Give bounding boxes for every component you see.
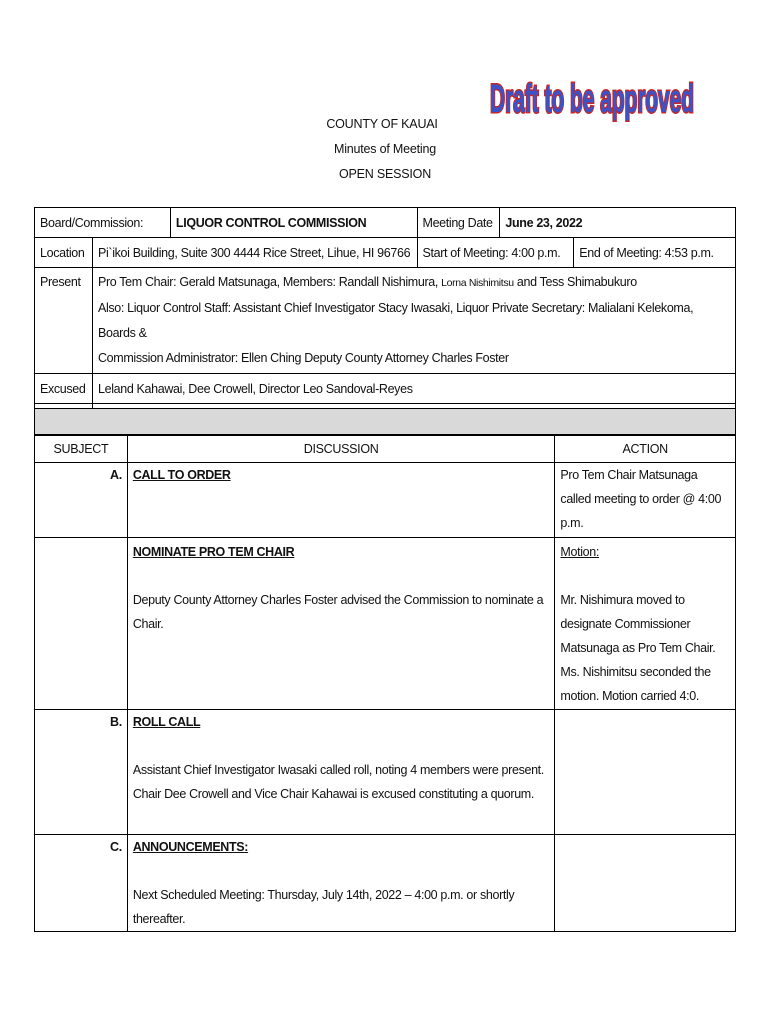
section-divider-bar <box>34 408 736 435</box>
location-label: Location <box>35 238 93 268</box>
meeting-date-label: Meeting Date <box>417 208 500 238</box>
board-row <box>35 208 736 238</box>
call-to-order-action: Pro Tem Chair Matsunaga called meeting to order @ 4:00 p.m. <box>555 463 736 538</box>
board-label: Board/Commission: <box>35 208 171 238</box>
announcements-heading: ANNOUNCEMENTS: <box>132 840 249 854</box>
nominate-subject <box>35 538 128 710</box>
session-label: OPEN SESSION <box>338 167 432 181</box>
column-headers <box>35 436 736 463</box>
action-header: ACTION <box>555 436 736 463</box>
announcements-action <box>555 835 736 932</box>
location-value: Pi`ikoi Building, Suite 300 4444 Rice Street, Lihue, HI 96766 <box>92 238 417 268</box>
nominate-chair-row <box>35 538 736 710</box>
start-of-meeting: Start of Meeting: 4:00 p.m. <box>417 238 574 268</box>
roll-call-action <box>555 710 736 835</box>
present-line-2: Also: Liquor Control Staff: Assistant Chief Investigator Stacy Iwasaki, Liquor Private Secretary: Malialani Kelekoma, Boards & <box>97 301 694 340</box>
excused-label: Excused <box>35 374 93 404</box>
present-line-1: Pro Tem Chair: Gerald Matsunaga, Members: Randall Nishimura, Lorna Nishimitsu and Tess Shimabukuro <box>97 275 637 289</box>
call-to-order-discussion <box>127 463 555 538</box>
item-letter-b: B. <box>35 710 128 835</box>
excused-row <box>35 374 736 404</box>
document-title: Minutes of Meeting <box>333 142 436 156</box>
announcements-text: Next Scheduled Meeting: Thursday, July 14th, 2022 – 4:00 p.m. or shortly thereafter. <box>132 888 515 926</box>
discussion-header: DISCUSSION <box>127 436 555 463</box>
roll-call-text: Assistant Chief Investigator Iwasaki called roll, noting 4 members were present. Chair Dee Crowell and Vice Chair Kahawai is excused constituting a quorum. <box>132 763 544 801</box>
roll-call-row <box>35 710 736 835</box>
call-to-order-row <box>35 463 736 538</box>
item-letter-c: C. <box>35 835 128 932</box>
nominate-text: Deputy County Attorney Charles Foster advised the Commission to nominate a Chair. <box>132 593 544 631</box>
excused-value: Leland Kahawai, Dee Crowell, Director Leo Sandoval-Reyes <box>92 374 735 404</box>
draft-stamp-text: Draft to be approved <box>490 77 694 121</box>
nominate-heading: NOMINATE PRO TEM CHAIR <box>132 545 295 559</box>
minutes-table <box>34 435 736 932</box>
motion-label: Motion: <box>560 545 599 559</box>
present-row <box>35 268 736 374</box>
board-value: LIQUOR CONTROL COMMISSION <box>170 208 417 238</box>
announcements-row <box>35 835 736 932</box>
document-header <box>0 112 770 187</box>
motion-text: Mr. Nishimura moved to designate Commissioner Matsunaga as Pro Tem Chair. Ms. Nishimitsu seconded the motion. Motion carried 4:0. <box>560 593 716 703</box>
subject-header: SUBJECT <box>35 436 128 463</box>
present-label: Present <box>35 268 93 374</box>
present-value <box>92 268 735 374</box>
meeting-info-table <box>34 207 736 434</box>
roll-call-discussion <box>127 710 555 835</box>
location-row <box>35 238 736 268</box>
roll-call-heading: ROLL CALL <box>132 715 201 729</box>
call-to-order-heading: CALL TO ORDER <box>132 468 231 482</box>
county-name: COUNTY OF KAUAI <box>326 117 438 131</box>
end-of-meeting: End of Meeting: 4:53 p.m. <box>574 238 736 268</box>
nominate-action <box>555 538 736 710</box>
present-line-3: Commission Administrator: Ellen Ching Deputy County Attorney Charles Foster <box>97 351 509 365</box>
announcements-discussion <box>127 835 555 932</box>
meeting-date-value: June 23, 2022 <box>500 208 736 238</box>
item-letter-a: A. <box>35 463 128 538</box>
nominate-discussion <box>127 538 555 710</box>
